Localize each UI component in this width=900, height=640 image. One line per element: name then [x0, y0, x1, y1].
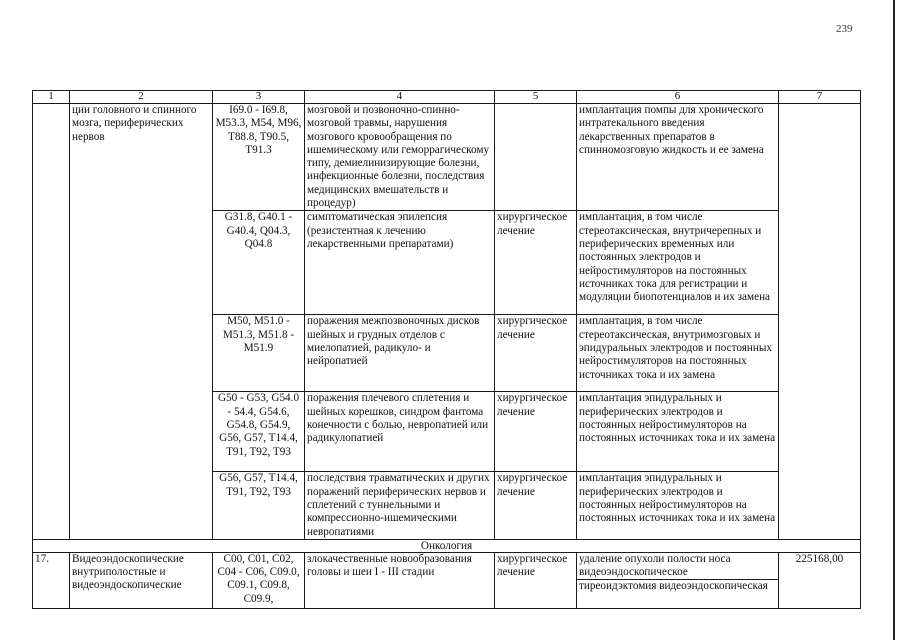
method-cell: [577, 552, 779, 608]
col-header-3: 3: [213, 91, 305, 104]
treatment-cell: [495, 104, 577, 211]
method-option: удаление опухоли полости носа видеоэндоскопическое: [579, 552, 731, 579]
scan-edge-line: [893, 0, 895, 640]
row-number-cell: [33, 104, 70, 540]
table-row: [33, 552, 861, 608]
col-header-7: 7: [779, 91, 861, 104]
method-cell: имплантация эпидуральных и периферических электродов и постоянных нейростимуляторов на постоянных источниках тока и их замена: [577, 472, 779, 539]
icd-codes-cell: M50, M51.0 - M51.3, M51.8 - M51.9: [213, 315, 305, 392]
row-number-cell: 17.: [33, 552, 70, 608]
icd-codes-cell: G56, G57, T14.4, T91, T92, T93: [213, 472, 305, 539]
method-option: тиреоидэктомия видеоэндоскопическая: [577, 579, 778, 593]
method-cell: имплантация, в том числе стереотаксическая, внутримозговых и эпидуральных электродов и постоянных нейростимуляторов на постоянных источниках тока и их замена: [577, 315, 779, 392]
section-header-row: [33, 539, 861, 552]
diagnosis-cell: поражения плечевого сплетения и шейных корешков, синдром фантома конечности с болью, невропатией или радикулопатией: [305, 392, 495, 472]
icd-codes-cell: G31.8, G40.1 - G40.4, Q04.3, Q04.8: [213, 211, 305, 315]
table-row: [33, 104, 861, 211]
treatment-cell: хирургическое лечение: [495, 211, 577, 315]
group-name-cell: Видеоэндоскопические внутриполостные и видеоэндоскопические: [70, 552, 213, 608]
column-number-row: [33, 91, 861, 104]
section-title-oncology: Онкология: [33, 539, 861, 552]
diagnosis-cell: последствия травматических и других поражений периферических нервов и сплетений с туннельными и компрессионно-ишемическими невропатиями: [305, 472, 495, 539]
col-header-6: 6: [577, 91, 779, 104]
diagnosis-cell: мозговой и позвоночно-спинно-мозговой травмы, нарушения мозгового кровообращения по ишемическому или геморрагическому типу, демиелинизирующие болезни, инфекционные болезни, последствия медицинских вмешательств и процедур): [305, 104, 495, 211]
treatment-cell: хирургическое лечение: [495, 472, 577, 539]
treatment-cell: хирургическое лечение: [495, 315, 577, 392]
icd-codes-cell: C00, C01, C02, C04 - C06, C09.0, C09.1, C09.8, C09.9,: [213, 552, 305, 608]
price-cell: [779, 104, 861, 540]
col-header-4: 4: [305, 91, 495, 104]
col-header-1: 1: [33, 91, 70, 104]
col-header-5: 5: [495, 91, 577, 104]
icd-codes-cell: I69.0 - I69.8, M53.3, M54, M96, T88.8, T90.5, T91.3: [213, 104, 305, 211]
price-cell: 225168,00: [779, 552, 861, 608]
page-number: 239: [836, 23, 853, 35]
icd-codes-cell: G50 - G53, G54.0 - 54.4, G54.6, G54.8, G54.9, G56, G57, T14.4, T91, T92, T93: [213, 392, 305, 472]
diagnosis-cell: симптоматическая эпилепсия (резистентная к лечению лекарственными препаратами): [305, 211, 495, 315]
method-cell: имплантация помпы для хронического интратекального введения лекарственных препаратов в спинномозговую жидкость и ее замена: [577, 104, 779, 211]
col-header-2: 2: [70, 91, 213, 104]
medical-procedures-table: [32, 90, 861, 609]
treatment-cell: хирургическое лечение: [495, 552, 577, 608]
treatment-cell: хирургическое лечение: [495, 392, 577, 472]
method-cell: имплантация, в том числе стереотаксическая, внутричерепных и периферических временных или постоянных электродов и нейростимуляторов на постоянных источниках тока для регистрации и модуляции биопотенциалов и их замена: [577, 211, 779, 315]
diagnosis-cell: злокачественные новообразования головы и шеи I - III стадии: [305, 552, 495, 608]
diagnosis-cell: поражения межпозвоночных дисков шейных и грудных отделов с миелопатией, радикуло- и нейропатией: [305, 315, 495, 392]
group-name-cell: ции головного и спинного мозга, периферических нервов: [70, 104, 213, 540]
method-cell: имплантация эпидуральных и периферических электродов и постоянных нейростимуляторов на постоянных источниках тока и их замена: [577, 392, 779, 472]
